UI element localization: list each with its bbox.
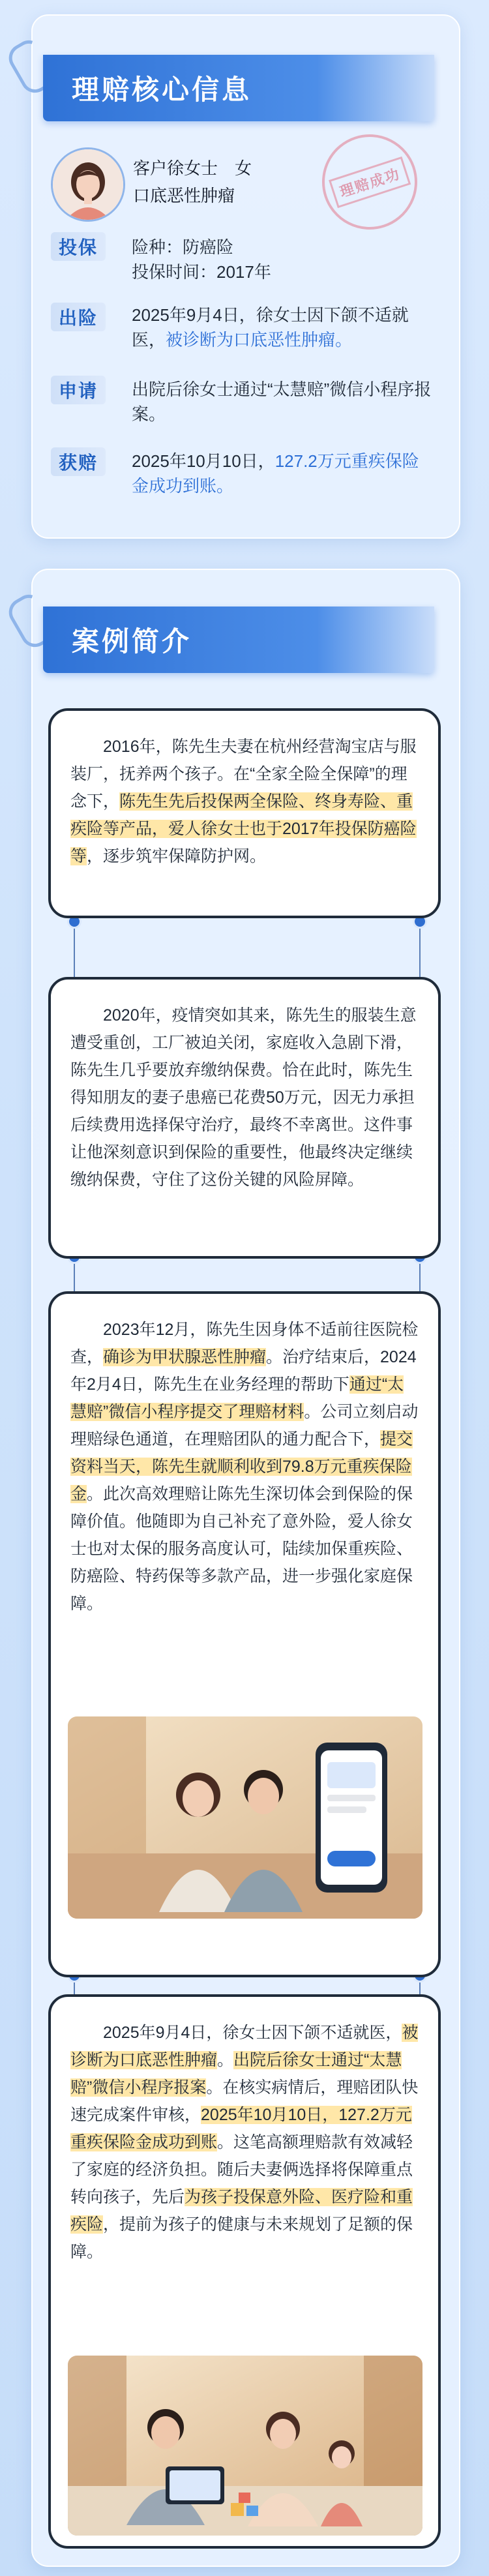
story-2023-text-2: 。治疗结束后，2024年2月4日，陈先生在业务经理的帮助下 <box>70 1348 417 1394</box>
story-2025-highlight-children: 为孩子投保意外险、医疗险和重疾险 <box>70 2188 413 2234</box>
story-2016-text: 2016年，陈先生夫妻在杭州经营淘宝店与服装厂，抚养两个孩子。在“全家全险全保障”的理念下， <box>70 738 417 811</box>
label-payout: 获赔 <box>51 447 106 476</box>
story-2020 <box>48 977 441 1259</box>
story-2016 <box>48 708 441 918</box>
couple-with-phone-image <box>68 1716 422 1919</box>
family-playing-photo <box>68 2356 422 2536</box>
label-apply: 申请 <box>51 376 106 404</box>
label-incident: 出险 <box>51 303 106 331</box>
story-2023-highlight-submit: 通过“太慧赔”微信小程序提交了理赔材料 <box>70 1375 404 1421</box>
incident-diagnosis-text: 被诊断为口底恶性肿瘤。 <box>166 330 353 350</box>
story-2025-text-5: ，提前为孩子的健康与未来规划了足额的保障。 <box>70 2215 413 2261</box>
case-summary-title: 案例简介 <box>43 607 434 673</box>
story-2020-text: 2020年，疫情突如其来，陈先生的服装生意遭受重创，工厂被迫关闭，家庭收入急剧下滑，陈先生几乎要放弃缴纳保费。恰在此时，陈先生得知朋友的妻子患癌已花费50万元，因无力承担后续费用选择保守治疗，最终不幸离世。这件事让他深刻意识到保险的重要性，他最终决定继续缴纳保费，守住了这份关键的风险屏障。 <box>70 1006 417 1189</box>
customer-diagnosis: 口底恶性肿瘤 <box>133 186 235 205</box>
woman-avatar-icon <box>53 149 123 220</box>
story-2025-text-3: 。在核实病情后，理赔团队快速完成案件审核， <box>70 2078 419 2124</box>
story-2025-text: 2025年9月4日，徐女士因下颌不适就医， <box>103 2024 402 2042</box>
label-insure: 投保 <box>51 232 106 261</box>
story-2023-highlight-payout: 提交资料当天，陈先生就顺利收到79.8万元重疾保险金 <box>70 1430 413 1503</box>
stamp-text: 理赔成功 <box>329 156 411 207</box>
story-2023-text-3: 。公司立刻启动理赔绿色通道，在理赔团队的通力配合下， <box>70 1403 419 1448</box>
story-2025-highlight-payout: 2025年10月10日，127.2万元重疾保险金成功到账 <box>70 2106 412 2151</box>
story-2025-text-2: 。 <box>217 2051 234 2069</box>
claim-info-title: 理赔核心信息 <box>43 55 434 121</box>
incident-date-text: 2025年9月4日，徐女士因下颌不适就医， <box>132 305 409 350</box>
story-2023-text-4: 。此次高效理赔让陈先生深切体会到保险的保障价值。他随即为自己补充了意外险，爱人徐女士也对太保的服务高度认可，陆续加保重疾险、防癌险、特药保等多款产品，进一步强化家庭保障。 <box>70 1485 413 1613</box>
customer-name: 客户徐女士 女 <box>133 158 252 178</box>
story-2025-highlight-diagnosis: 被诊断为口底恶性肿瘤 <box>70 2024 419 2069</box>
insure-type: 险种：防癌险 <box>132 237 234 257</box>
story-2016-highlight: 陈先生先后投保两全保险、终身寿险、重疾险等产品，爱人徐女士也于2017年投保防癌险等 <box>70 792 417 865</box>
family-playing-image <box>68 2356 422 2536</box>
story-2023-highlight-diagnosis: 确诊为甲状腺恶性肿瘤 <box>103 1348 267 1366</box>
customer-avatar <box>51 147 125 222</box>
insure-time: 投保时间：2017年 <box>132 262 271 282</box>
payout-amount-text: 127.2万元重疾保险金成功到账。 <box>132 451 419 496</box>
story-2016-text-end: ，逐步筑牢保障防护网。 <box>87 847 267 865</box>
payout-text <box>132 449 432 498</box>
story-2025-highlight-report: 出院后徐女士通过“太慧赔”微信小程序报案 <box>70 2051 402 2097</box>
apply-text: 出院后徐女士通过“太慧赔”微信小程序报案。 <box>132 380 432 424</box>
couple-phone-photo <box>68 1716 422 1919</box>
incident-text <box>132 303 432 352</box>
story-2023-text: 2023年12月，陈先生因身体不适前往医院检查， <box>70 1321 419 1366</box>
story-2025-text-4: 。这笔高额理赔款有效减轻了家庭的经济负担。随后夫妻俩选择将保障重点转向孩子，先后 <box>70 2133 413 2206</box>
payout-date-text: 2025年10月10日， <box>132 451 275 471</box>
